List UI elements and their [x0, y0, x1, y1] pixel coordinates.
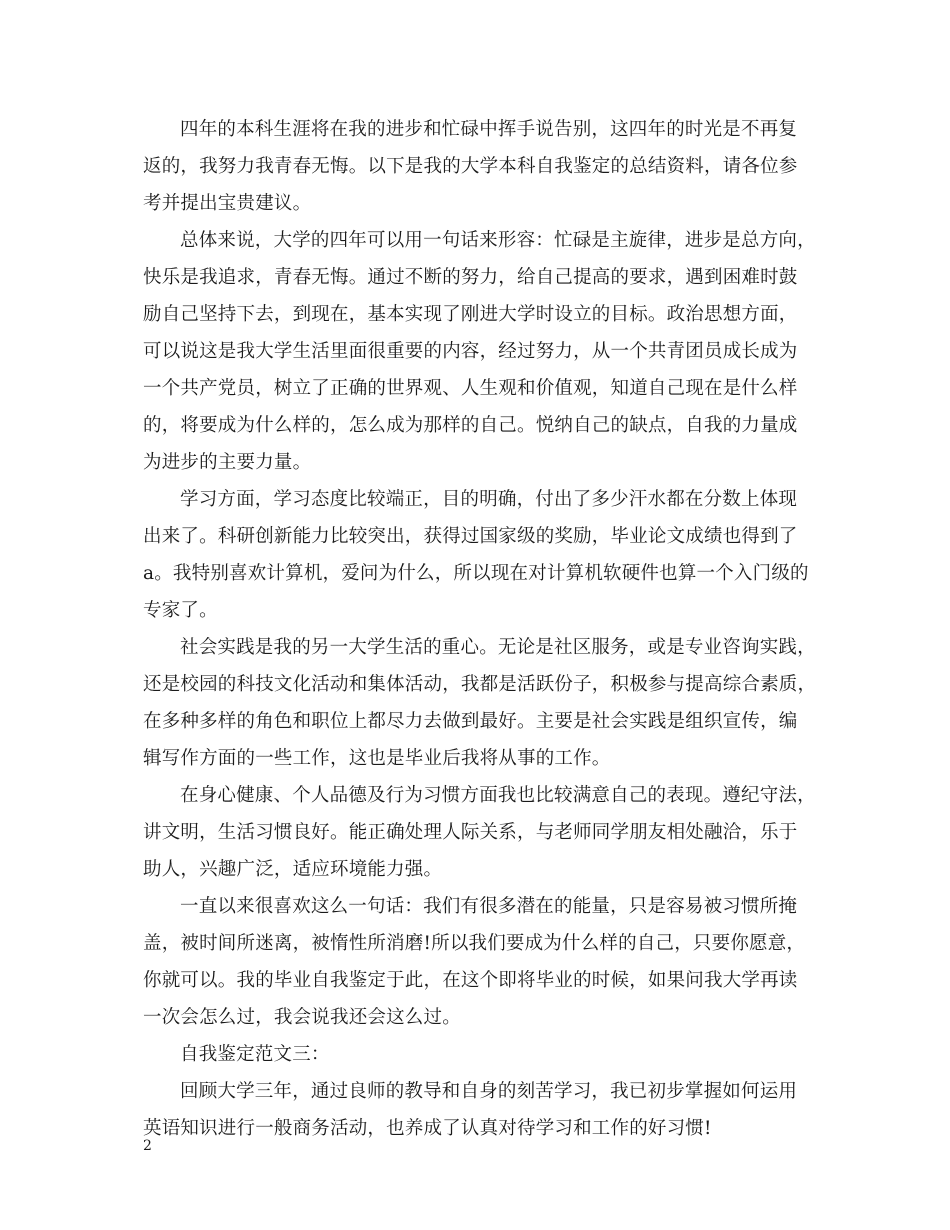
- text-line: 一次会怎么过，我会说我还会这么过。: [143, 1007, 461, 1028]
- text-line: 学习方面，学习态度比较端正，目的明确，付出了多少汗水都在分数上体现: [180, 489, 798, 510]
- text-line: 励自己坚持下去，到现在，基本实现了刚进大学时设立的目标。政治思想方面，: [143, 304, 798, 325]
- text-line: 盖，被时间所迷离，被惰性所消磨!所以我们要成为什么样的自己，只要你愿意，: [143, 933, 806, 954]
- text-line: 还是校园的科技文化活动和集体活动，我都是活跃份子，积极参与提高综合素质，: [143, 674, 817, 695]
- text-line: 可以说这是我大学生活里面很重要的内容，经过努力，从一个共青团员成长成为: [143, 341, 798, 362]
- text-line: 在多种多样的角色和职位上都尽力去做到最好。主要是社会实践是组织宣传，编: [143, 711, 798, 732]
- text-line: 一直以来很喜欢这么一句话：我们有很多潜在的能量，只是容易被习惯所掩: [180, 896, 798, 917]
- text-line: 一个共产党员，树立了正确的世界观、人生观和价值观，知道自己现在是什么样: [143, 378, 798, 399]
- text-line: 返的，我努力我青春无悔。以下是我的大学本科自我鉴定的总结资料，请各位参: [143, 156, 798, 177]
- text-line: 的，将要成为什么样的，怎么成为那样的自己。悦纳自己的缺点，自我的力量成: [143, 415, 798, 436]
- text-line: 辑写作方面的一些工作，这也是毕业后我将从事的工作。: [143, 748, 611, 769]
- text-line: 为进步的主要力量。: [143, 452, 312, 473]
- text-line: 回顾大学三年，通过良师的教导和自身的刻苦学习，我已初步掌握如何运用: [180, 1081, 798, 1102]
- text-line: 总体来说，大学的四年可以用一句话来形容：忙碌是主旋律，进步是总方向，: [180, 230, 816, 251]
- text-line: 考并提出宝贵建议。: [143, 193, 312, 214]
- text-line: 助人，兴趣广泛，适应环境能力强。: [143, 859, 443, 880]
- text-line: 你就可以。我的毕业自我鉴定于此，在这个即将毕业的时候，如果问我大学再读: [143, 970, 798, 991]
- text-line: 社会实践是我的另一大学生活的重心。无论是社区服务，或是专业咨询实践，: [180, 637, 816, 658]
- text-line: 专家了。: [143, 600, 218, 621]
- section-heading: 自我鉴定范文三：: [180, 1044, 330, 1065]
- text-line: 在身心健康、个人品德及行为习惯方面我也比较满意自己的表现。遵纪守法，: [180, 785, 816, 806]
- text-line: 讲文明，生活习惯良好。能正确处理人际关系，与老师同学朋友相处融洽，乐于: [143, 822, 798, 843]
- text-line: 出来了。科研创新能力比较突出，获得过国家级的奖励，毕业论文成绩也得到了: [143, 526, 798, 547]
- text-line: a。我特别喜欢计算机，爱问为什么，所以现在对计算机软硬件也算一个入门级的: [143, 563, 809, 584]
- text-line: 快乐是我追求，青春无悔。通过不断的努力，给自己提高的要求，遇到困难时鼓: [143, 267, 798, 288]
- page-number: 2: [143, 1138, 152, 1154]
- text-line: 英语知识进行一般商务活动，也养成了认真对待学习和工作的好习惯!: [143, 1118, 712, 1139]
- text-line: 四年的本科生涯将在我的进步和忙碌中挥手说告别，这四年的时光是不再复: [180, 119, 798, 140]
